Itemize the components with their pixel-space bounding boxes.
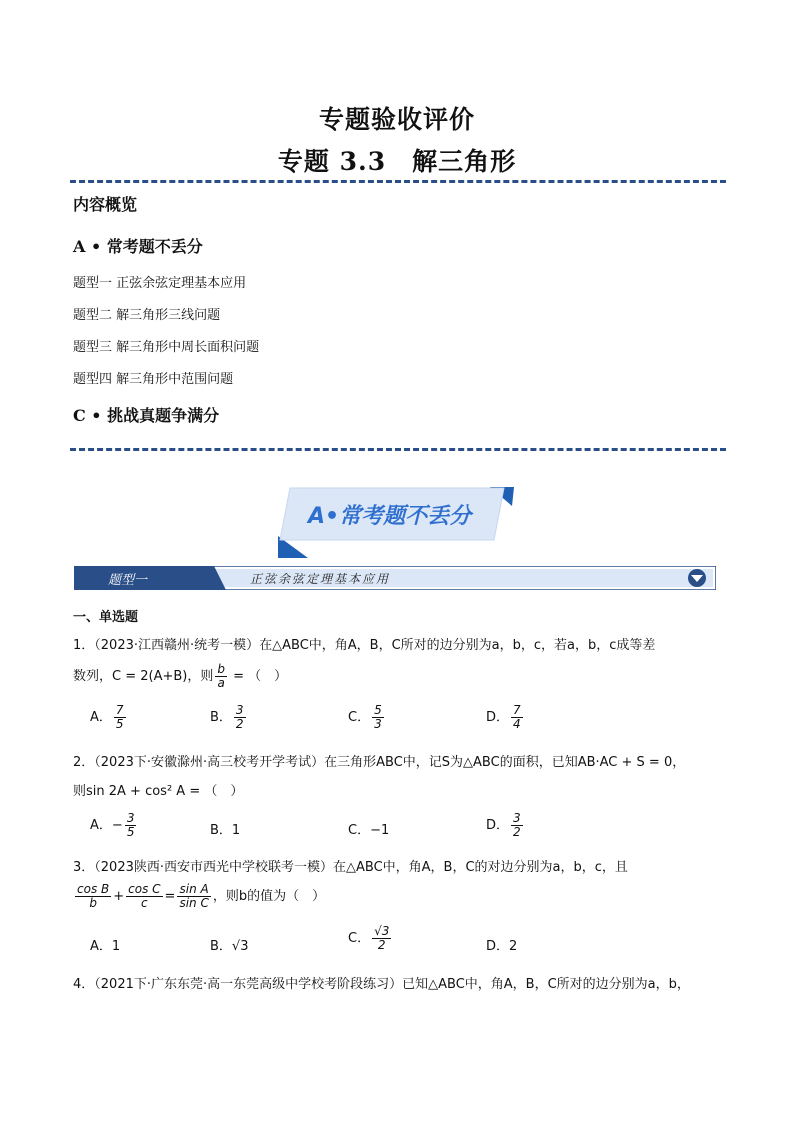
page-subtitle: 专题 3.3 解三角形 (277, 147, 517, 176)
q3-option-a[interactable]: A．1 (90, 939, 121, 954)
q1-option-c[interactable]: C． $\frac{5}{3}$ (348, 703, 382, 731)
type-bar-graphic (74, 566, 716, 590)
single-choice-heading: 一、单选题 (73, 610, 139, 625)
section-a-heading: A • 常考题不丢分 (73, 237, 203, 256)
divider-top (70, 180, 726, 183)
section-c-heading: C • 挑战真题争满分 (73, 406, 220, 425)
type-bar-label: 题型一 (108, 573, 148, 588)
q3-option-c[interactable]: C． $\frac{√3}{2}$ (348, 924, 390, 952)
toc-item-2[interactable]: 题型二 解三角形三线问题 (73, 308, 221, 323)
question-1-line-2: 数列，C = 2(A+B)，则 $\frac{b}{a}$ = （ ） (73, 662, 288, 690)
q1-option-a[interactable]: A． $\frac{7}{5}$ (90, 703, 124, 731)
question-3-line-1: 3．（2023陕西·西安市西光中学校联考一模）在△ABC中，角A，B，C的对边分别为a，b，c，且 (73, 860, 628, 875)
q3-option-d[interactable]: D．2 (486, 939, 518, 954)
q2-option-b[interactable]: B．1 (210, 823, 241, 838)
q2-option-c[interactable]: C．−1 (348, 823, 390, 838)
q1-option-d[interactable]: D． $\frac{7}{4}$ (486, 703, 521, 731)
question-3-line-2: $\frac{\text{cos B}}{b}$ + $\frac{\text{cos C}}{c}$ = $\frac{\text{sin A}}{\text{sin C}}$ ，则b的值为（ ） (77, 882, 326, 910)
q3-option-b[interactable]: B．√3 (210, 939, 249, 954)
page-title: 专题验收评价 (318, 105, 475, 134)
question-4-line-1: 4．（2021下·广东东莞·高一东莞高级中学校考阶段练习）已知△ABC中，角A，B，C所对的边分别为a，b， (73, 977, 690, 992)
q2-option-a[interactable]: A．− $\frac{3}{5}$ (90, 811, 135, 839)
q1-option-b[interactable]: B． $\frac{3}{2}$ (210, 703, 244, 731)
type-bar-title: 正弦余弦定理基本应用 (250, 572, 391, 586)
overview-heading: 内容概览 (73, 195, 138, 214)
section-banner (272, 484, 522, 560)
chevron-down-icon[interactable] (686, 568, 708, 588)
divider-bottom (70, 448, 726, 451)
banner-text: A•常考题不丢分 (308, 504, 472, 529)
toc-item-3[interactable]: 题型三 解三角形中周长面积问题 (73, 340, 260, 355)
question-type-bar (74, 566, 716, 590)
toc-item-4[interactable]: 题型四 解三角形中范围问题 (73, 372, 234, 387)
toc-item-1[interactable]: 题型一 正弦余弦定理基本应用 (73, 276, 247, 291)
question-2-line-2: 则sin 2A + cos² A = （ ） (73, 784, 244, 799)
question-1-line-1: 1．（2023·江西赣州·统考一模）在△ABC中，角A，B，C所对的边分别为a，b，c，若a，b，c成等差 (73, 638, 656, 653)
question-2-line-1: 2．（2023下·安徽滁州·高三校考开学考试）在三角形ABC中，记S为△ABC的面积，已知AB·AC + S = 0， (73, 755, 686, 770)
q2-option-d[interactable]: D． $\frac{3}{2}$ (486, 811, 521, 839)
